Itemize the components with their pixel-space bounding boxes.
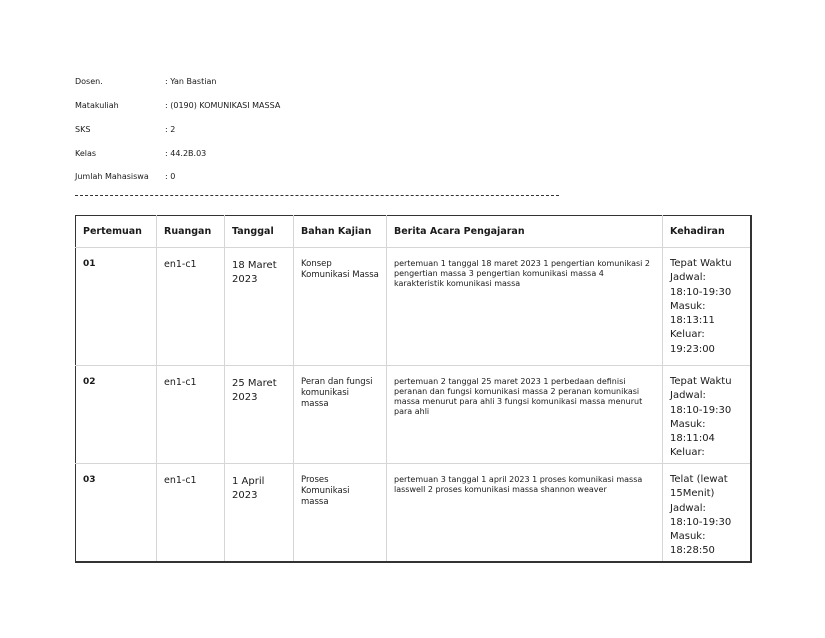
info-sks: [75, 125, 175, 135]
cell-kehadiran: [663, 366, 751, 464]
cell-ruangan: en1-c1: [157, 464, 225, 562]
cell-berita-acara: pertemuan 1 tanggal 18 maret 2023 1 pengertian komunikasi 2 pengertian massa 3 pengertian komunikasi massa 4 karakteristik komunikasi massa: [387, 248, 663, 366]
header-berita-acara: Berita Acara Pengajaran: [387, 216, 663, 248]
header-kehadiran: Kehadiran: [663, 216, 751, 248]
table-header-row: [76, 216, 751, 248]
attendance-status: Tepat Waktu: [670, 376, 732, 387]
cell-tanggal: 1 April 2023: [225, 464, 294, 562]
cell-pertemuan: 01: [76, 248, 157, 366]
cell-berita-acara: pertemuan 3 tanggal 1 april 2023 1 proses komunikasi massa lasswell 2 proses komunikasi massa shannon weaver: [387, 464, 663, 562]
table-row: [76, 248, 751, 366]
table-row: [76, 366, 751, 464]
jumlah-value: : 0: [165, 172, 176, 181]
dashed-divider: [75, 195, 559, 196]
cell-tanggal: 18 Maret 2023: [225, 248, 294, 366]
table-row: [76, 464, 751, 562]
cell-bahan-kajian: Proses Komunikasi massa: [294, 464, 387, 562]
jadwal-label: Jadwal:: [670, 390, 706, 402]
kelas-value: : 44.2B.03: [165, 149, 207, 158]
jadwal-value: 18:10-19:30: [670, 516, 732, 528]
jadwal-value: 18:10-19:30: [670, 286, 732, 298]
cell-ruangan: en1-c1: [157, 248, 225, 366]
jadwal-label: Jadwal:: [670, 272, 706, 284]
masuk-label: Masuk:: [670, 300, 706, 312]
sks-label: SKS: [75, 125, 91, 134]
header-bahan-kajian: Bahan Kajian: [294, 216, 387, 248]
header-ruangan: Ruangan: [157, 216, 225, 248]
dosen-value: : Yan Bastian: [165, 77, 217, 86]
attendance-table: [75, 215, 752, 563]
info-matakuliah: [75, 101, 280, 111]
matakuliah-label: Matakuliah: [75, 101, 119, 110]
masuk-value: 18:28:50: [670, 545, 715, 557]
masuk-value: 18:11:04: [670, 433, 715, 445]
cell-ruangan: en1-c1: [157, 366, 225, 464]
masuk-value: 18:13:11: [670, 315, 715, 327]
cell-bahan-kajian: Konsep Komunikasi Massa: [294, 248, 387, 366]
matakuliah-value: : (0190) KOMUNIKASI MASSA: [165, 101, 281, 110]
jadwal-label: Jadwal:: [670, 502, 706, 514]
cell-pertemuan: 03: [76, 464, 157, 562]
info-dosen: [75, 77, 216, 87]
info-jumlah-mahasiswa: [75, 172, 175, 182]
kelas-label: Kelas: [75, 149, 97, 158]
attendance-status: Telat (lewat 15Menit): [670, 474, 728, 500]
cell-bahan-kajian: Peran dan fungsi komunikasi massa: [294, 366, 387, 464]
header-pertemuan: Pertemuan: [76, 216, 157, 248]
sks-value: : 2: [165, 125, 176, 134]
masuk-label: Masuk:: [670, 531, 706, 543]
cell-kehadiran: [663, 464, 751, 562]
dosen-label: Dosen.: [75, 77, 103, 86]
keluar-label: Keluar:: [670, 447, 705, 459]
jumlah-label: Jumlah Mahasiswa: [75, 172, 149, 181]
jadwal-value: 18:10-19:30: [670, 404, 732, 416]
cell-tanggal: 25 Maret 2023: [225, 366, 294, 464]
cell-berita-acara: pertemuan 2 tanggal 25 maret 2023 1 perbedaan definisi peranan dan fungsi komunikasi massa 2 peranan komunikasi massa menurut para ahli 3 fungsi komunikasi massa menurut para ahli: [387, 366, 663, 464]
info-kelas: [75, 149, 206, 159]
header-tanggal: Tanggal: [225, 216, 294, 248]
keluar-label: Keluar:: [670, 329, 705, 341]
attendance-status: Tepat Waktu: [670, 258, 732, 269]
masuk-label: Masuk:: [670, 418, 706, 430]
cell-pertemuan: 02: [76, 366, 157, 464]
keluar-value: 19:23:00: [670, 343, 715, 355]
cell-kehadiran: [663, 248, 751, 366]
